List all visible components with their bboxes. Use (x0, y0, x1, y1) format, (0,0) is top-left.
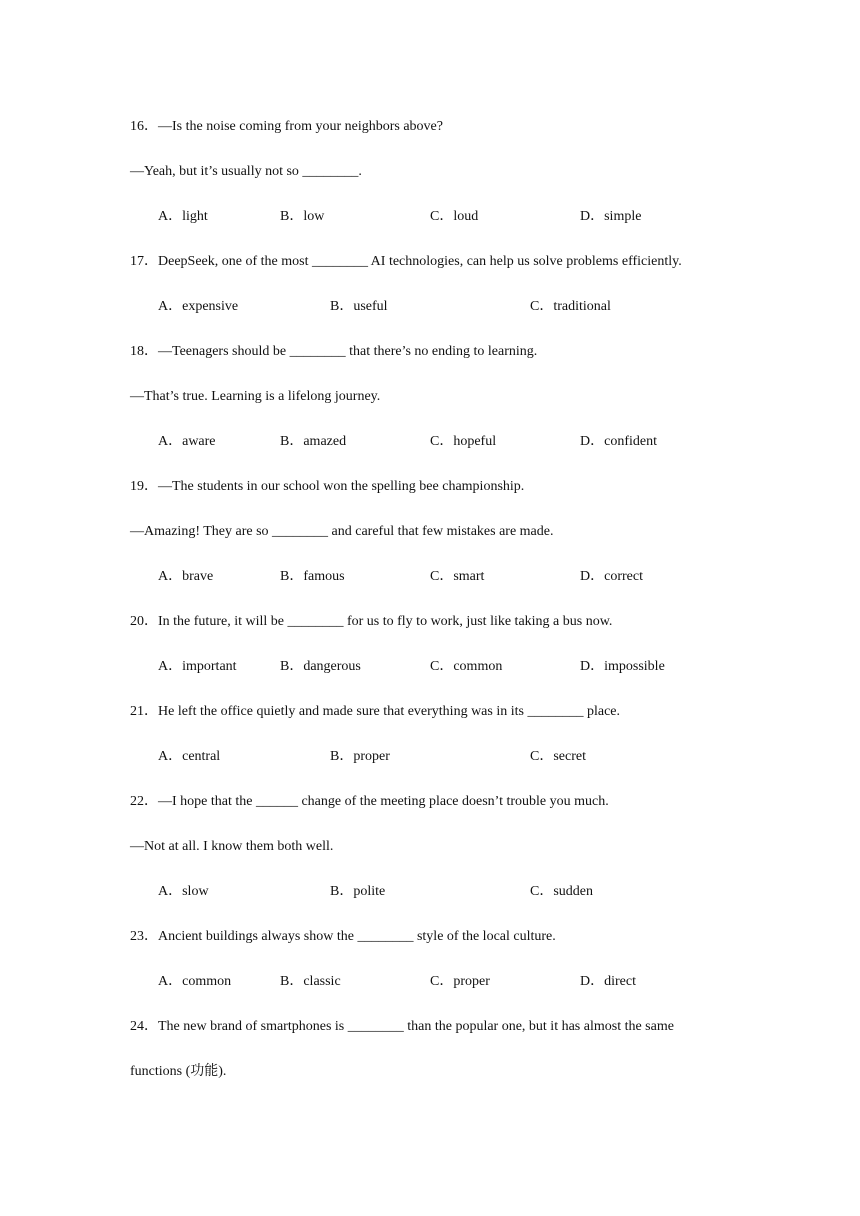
option-d[interactable]: D．impossible (580, 659, 665, 674)
option-c[interactable]: C．sudden (530, 884, 593, 899)
option-a[interactable]: A．central (158, 749, 221, 764)
question-23-options (0, 973, 860, 991)
question-19-options (0, 568, 860, 586)
option-a[interactable]: A．common (158, 974, 232, 989)
question-22-stem: 22．—I hope that the ______ change of the meeting place doesn’t trouble you much. (130, 794, 609, 809)
option-b[interactable]: B．famous (280, 569, 345, 584)
question-16-stem: 16．—Is the noise coming from your neighbors above? (130, 119, 443, 134)
question-20-options (0, 658, 860, 676)
option-b[interactable]: B．polite (330, 884, 386, 899)
option-d[interactable]: D．confident (580, 434, 657, 449)
question-17-options (0, 298, 860, 316)
option-a[interactable]: A．important (158, 659, 237, 674)
option-b[interactable]: B．useful (330, 299, 388, 314)
option-b[interactable]: B．proper (330, 749, 390, 764)
question-21-stem: 21．He left the office quietly and made sure that everything was in its ________ place. (130, 704, 620, 719)
option-b[interactable]: B．low (280, 209, 325, 224)
question-20-stem: 20．In the future, it will be ________ for us to fly to work, just like taking a bus now. (130, 614, 613, 629)
option-a[interactable]: A．brave (158, 569, 214, 584)
question-23-stem: 23．Ancient buildings always show the ________ style of the local culture. (130, 929, 556, 944)
option-c[interactable]: C．smart (430, 569, 485, 584)
option-d[interactable]: D．correct (580, 569, 643, 584)
question-18-options (0, 433, 860, 451)
option-c[interactable]: C．hopeful (430, 434, 497, 449)
question-19-stem: 19．—The students in our school won the spelling bee championship. (130, 479, 525, 494)
option-d[interactable]: D．simple (580, 209, 642, 224)
option-c[interactable]: C．secret (530, 749, 586, 764)
question-24-stem: 24．The new brand of smartphones is ________ than the popular one, but it has almost the same (130, 1019, 674, 1034)
question-22-options (0, 883, 860, 901)
option-c[interactable]: C．common (430, 659, 503, 674)
option-b[interactable]: B．amazed (280, 434, 347, 449)
question-16-reply: —Yeah, but it’s usually not so ________. (130, 164, 362, 179)
option-c[interactable]: C．proper (430, 974, 490, 989)
option-b[interactable]: B．dangerous (280, 659, 361, 674)
option-a[interactable]: A．expensive (158, 299, 239, 314)
question-18-reply: —That’s true. Learning is a lifelong journey. (130, 389, 381, 404)
option-c[interactable]: C．traditional (530, 299, 611, 314)
question-24-stem-continued: functions (功能). (130, 1064, 227, 1079)
option-a[interactable]: A．aware (158, 434, 216, 449)
question-19-reply: —Amazing! They are so ________ and careful that few mistakes are made. (130, 524, 554, 539)
option-a[interactable]: A．slow (158, 884, 209, 899)
option-b[interactable]: B．classic (280, 974, 341, 989)
option-c[interactable]: C．loud (430, 209, 479, 224)
option-a[interactable]: A．light (158, 209, 208, 224)
option-d[interactable]: D．direct (580, 974, 636, 989)
question-16-options (0, 208, 860, 226)
question-17-stem: 17．DeepSeek, one of the most ________ AI technologies, can help us solve problems efficiently. (130, 254, 682, 269)
question-22-reply: —Not at all. I know them both well. (130, 839, 334, 854)
question-18-stem: 18．—Teenagers should be ________ that there’s no ending to learning. (130, 344, 538, 359)
question-21-options (0, 748, 860, 766)
